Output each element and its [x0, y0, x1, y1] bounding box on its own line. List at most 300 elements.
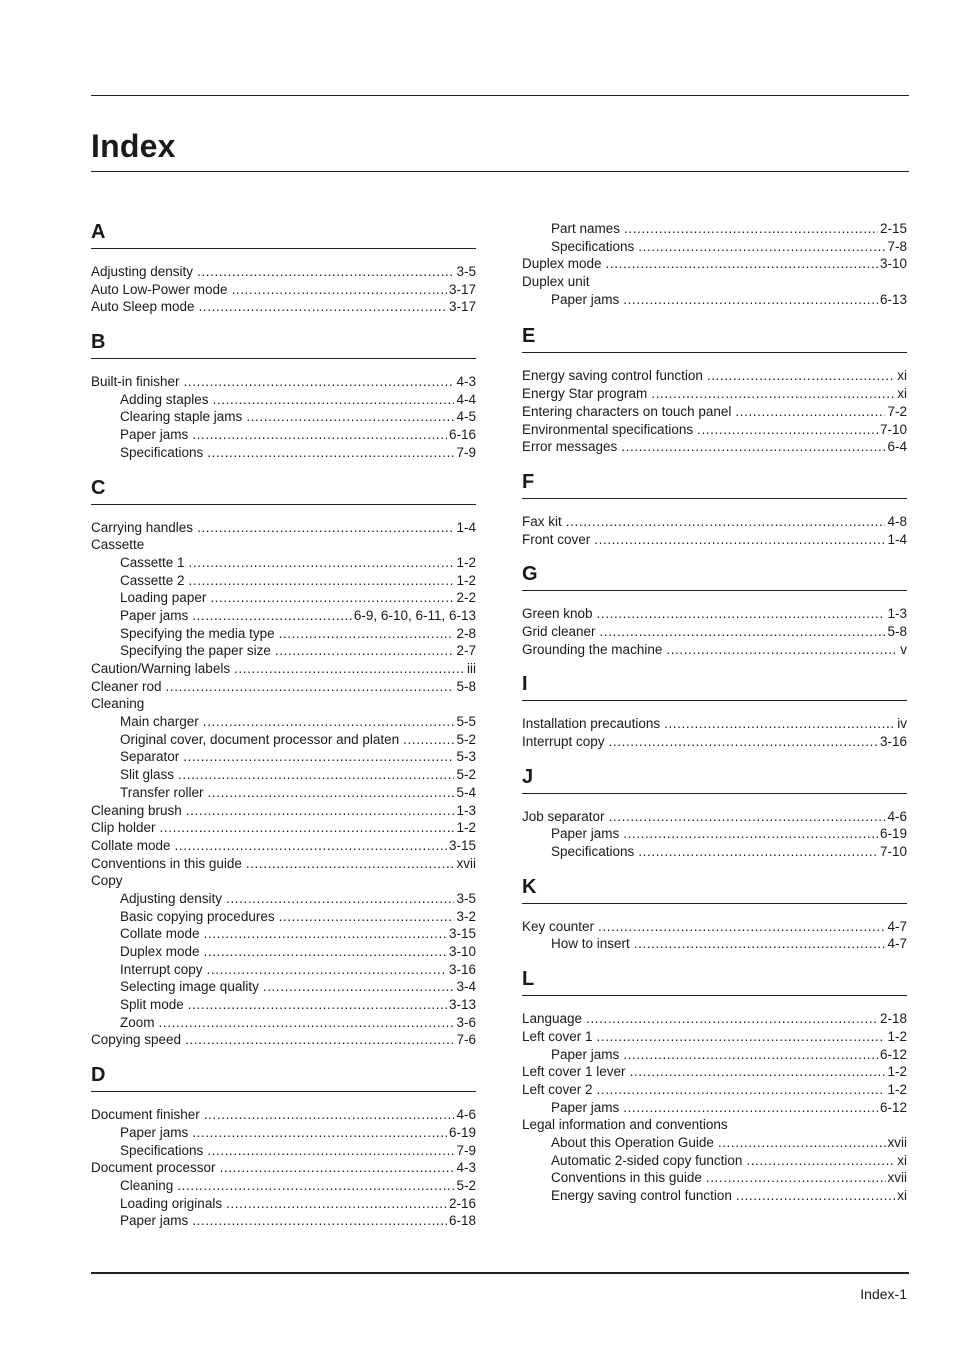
entry-term: Environmental specifications — [522, 421, 694, 437]
entry-page: 5-5 — [456, 714, 476, 730]
dot-leader — [192, 426, 447, 444]
index-subentry — [91, 625, 476, 643]
entry-term: Automatic 2-sided copy function — [551, 1152, 743, 1168]
index-subentry — [91, 554, 476, 572]
index-subentry — [91, 444, 476, 462]
dot-leader — [279, 625, 455, 643]
dot-leader — [609, 808, 886, 826]
index-subentry — [522, 238, 907, 256]
entry-page: 3-10 — [448, 944, 476, 959]
dot-leader — [586, 1010, 878, 1028]
entry-page: 2-16 — [448, 1195, 476, 1211]
entry-page: 1-2 — [887, 1028, 907, 1044]
dot-leader — [226, 890, 454, 908]
entry-list — [91, 505, 476, 1050]
index-entry — [522, 273, 907, 291]
entry-page: 4-6 — [456, 1107, 476, 1123]
entry-term: Loading paper — [120, 590, 207, 606]
entry-term: Legal information and conventions — [522, 1117, 728, 1133]
index-entry — [91, 281, 476, 299]
dot-leader — [651, 385, 895, 403]
entry-term: Interrupt copy — [522, 734, 605, 749]
dot-leader — [159, 1014, 455, 1032]
entry-page: 4-4 — [456, 391, 476, 407]
index-entry — [91, 536, 476, 554]
dot-leader — [566, 513, 886, 531]
index-entry — [91, 263, 476, 281]
entry-page: 4-6 — [887, 808, 907, 824]
entry-term: Separator — [120, 749, 180, 765]
index-subentry — [91, 908, 476, 926]
entry-term: Auto Low-Power mode — [91, 281, 228, 297]
entry-list — [91, 359, 476, 461]
entry-term: Zoom — [120, 1014, 155, 1030]
entry-term: Specifications — [551, 238, 635, 254]
footer-rule — [91, 1272, 909, 1274]
dot-leader — [706, 1169, 886, 1187]
dot-leader — [199, 298, 447, 316]
index-subentry — [91, 408, 476, 426]
index-section — [522, 670, 907, 750]
index-entry — [91, 837, 476, 855]
index-subentry — [91, 748, 476, 766]
entry-term: Selecting image quality — [120, 979, 259, 995]
dot-leader — [210, 589, 454, 607]
index-entry — [522, 808, 907, 826]
entry-term: Paper jams — [551, 826, 620, 842]
entry-page: 3-17 — [448, 281, 476, 297]
index-section — [522, 763, 907, 861]
index-subentry — [91, 961, 476, 979]
dot-leader — [403, 731, 454, 749]
entry-page: 3-5 — [456, 890, 476, 906]
dot-leader — [207, 1142, 454, 1160]
dot-leader — [707, 367, 895, 385]
entry-page: 4-7 — [887, 936, 907, 952]
entry-page: 7-9 — [456, 444, 476, 460]
entry-page: 3-5 — [456, 264, 476, 279]
entry-page: 3-6 — [456, 1014, 476, 1030]
index-subentry — [91, 978, 476, 996]
entry-term: Entering characters on touch panel — [522, 403, 732, 419]
entry-page: 4-3 — [456, 1160, 476, 1176]
dot-leader — [177, 1177, 454, 1195]
index-entry — [522, 715, 907, 733]
index-entry — [91, 298, 476, 316]
index-subentry — [522, 825, 907, 843]
entry-term: Green knob — [522, 606, 593, 622]
entry-term: Energy saving control function — [522, 368, 703, 384]
entry-term: Carrying handles — [91, 519, 194, 535]
dot-leader — [204, 925, 447, 943]
entry-list — [522, 499, 907, 548]
entry-term: Energy Star program — [522, 386, 648, 402]
index-subentry — [91, 766, 476, 784]
dot-leader — [600, 623, 886, 641]
dot-leader — [638, 238, 885, 256]
index-subentry — [522, 935, 907, 953]
dot-leader — [594, 531, 885, 549]
dot-leader — [623, 825, 878, 843]
entry-page: 7-2 — [887, 403, 907, 419]
entry-term: Cassette — [91, 537, 145, 553]
dot-leader — [736, 1187, 895, 1205]
entry-page: 5-8 — [887, 623, 907, 639]
section-letter: D — [91, 1061, 476, 1092]
entry-page: 1-2 — [456, 572, 476, 588]
index-entry — [522, 918, 907, 936]
entry-term: Document processor — [91, 1160, 216, 1176]
entry-page: xi — [897, 1188, 907, 1203]
index-entry — [522, 385, 907, 403]
entry-term: Conventions in this guide — [91, 855, 242, 871]
index-subentry — [522, 1099, 907, 1117]
index-subentry — [522, 1169, 907, 1187]
entry-term: Cassette 1 — [120, 554, 185, 570]
entry-page: 3-15 — [448, 837, 476, 853]
section-letter: A — [91, 218, 476, 249]
dot-leader — [189, 572, 455, 590]
index-entry — [522, 513, 907, 531]
index-section — [91, 1061, 476, 1230]
entry-page: 6-18 — [448, 1213, 476, 1229]
dot-leader — [621, 438, 885, 456]
entry-page: 3-10 — [879, 256, 907, 272]
entry-page: 6-12 — [879, 1099, 907, 1115]
index-entry — [522, 421, 907, 439]
section-letter: B — [91, 328, 476, 359]
entry-term: Job separator — [522, 808, 605, 824]
index-subentry — [91, 996, 476, 1014]
entry-term: Copy — [91, 873, 123, 889]
index-entry — [522, 1063, 907, 1081]
entry-term: Part names — [551, 221, 621, 236]
section-letter: F — [522, 468, 907, 499]
top-rule — [91, 95, 909, 96]
dot-leader — [638, 843, 878, 861]
entry-page: 3-4 — [456, 979, 476, 995]
index-entry — [522, 255, 907, 273]
entry-term: Paper jams — [551, 1099, 620, 1115]
dot-leader — [160, 819, 455, 837]
entry-term: Grounding the machine — [522, 641, 663, 657]
index-entry — [91, 802, 476, 820]
dot-leader — [232, 281, 447, 299]
entry-list — [522, 904, 907, 953]
entry-term: Key counter — [522, 918, 595, 934]
entry-page: iii — [467, 661, 476, 676]
entry-page: 2-15 — [879, 221, 907, 236]
entry-page: 6-16 — [448, 427, 476, 443]
dot-leader — [275, 642, 455, 660]
index-subentry — [91, 890, 476, 908]
entry-term: Collate mode — [120, 926, 200, 942]
entry-page: 5-2 — [456, 1177, 476, 1193]
index-subentry — [91, 1124, 476, 1142]
dot-leader — [192, 1212, 447, 1230]
index-subentry — [91, 713, 476, 731]
dot-leader — [192, 1124, 447, 1142]
entry-term: Caution/Warning labels — [91, 661, 231, 676]
dot-leader — [597, 1081, 886, 1099]
index-subentry — [522, 843, 907, 861]
dot-leader — [623, 1046, 878, 1064]
index-section — [91, 218, 476, 316]
entry-page: 1-3 — [456, 802, 476, 818]
entry-list — [522, 701, 907, 750]
entry-page: 1-2 — [456, 820, 476, 836]
entry-term: Left cover 2 — [522, 1081, 593, 1097]
index-entry — [522, 1081, 907, 1099]
entry-page: xvii — [456, 855, 476, 871]
entry-term: Specifying the media type — [120, 625, 275, 641]
index-subentry — [522, 1134, 907, 1152]
index-entry — [91, 1031, 476, 1049]
entry-term: About this Operation Guide — [551, 1134, 714, 1150]
entry-page: 4-8 — [887, 513, 907, 529]
entry-term: Paper jams — [551, 291, 620, 307]
dot-leader — [718, 1134, 886, 1152]
index-subentry — [91, 572, 476, 590]
index-entry — [91, 872, 476, 890]
index-entry — [91, 819, 476, 837]
entry-term: Grid cleaner — [522, 623, 596, 639]
entry-term: Cleaner rod — [91, 678, 162, 694]
section-letter: E — [522, 322, 907, 353]
index-subentry — [91, 391, 476, 409]
entry-term: Clip holder — [91, 820, 156, 836]
entry-term: Slit glass — [120, 767, 175, 783]
dot-leader — [166, 678, 455, 696]
index-entry — [91, 660, 476, 678]
entry-term: Basic copying procedures — [120, 908, 275, 924]
entry-page: 1-4 — [456, 519, 476, 535]
entry-term: Paper jams — [120, 1124, 189, 1140]
entry-term: Front cover — [522, 531, 591, 547]
entry-term: Specifications — [551, 844, 635, 860]
dot-leader — [666, 641, 898, 659]
entry-page: 7-8 — [887, 238, 907, 254]
entry-list — [91, 249, 476, 316]
entry-page: 3-15 — [448, 926, 476, 942]
entry-term: Paper jams — [120, 607, 189, 623]
index-entry — [522, 403, 907, 421]
entry-page: 6-13 — [879, 291, 907, 307]
dot-leader — [203, 713, 455, 731]
entry-term: Duplex mode — [120, 944, 200, 959]
title-rule — [91, 171, 909, 172]
index-entry — [91, 695, 476, 713]
entry-page: 1-4 — [887, 531, 907, 547]
dot-leader — [246, 408, 454, 426]
entry-page: 3-16 — [879, 734, 907, 749]
index-entry — [91, 373, 476, 391]
dot-leader — [624, 220, 878, 238]
index-entry — [522, 733, 907, 751]
dot-leader — [207, 444, 454, 462]
entry-page: 3-16 — [448, 961, 476, 977]
dot-leader — [597, 605, 886, 623]
entry-term: Conventions in this guide — [551, 1170, 702, 1186]
entry-page: 2-7 — [456, 643, 476, 659]
entry-term: Cleaning — [91, 696, 145, 712]
entry-page: 7-10 — [879, 421, 907, 437]
entry-term: Duplex mode — [522, 256, 602, 272]
index-subentry — [91, 642, 476, 660]
entry-page: 5-2 — [456, 731, 476, 747]
index-entry — [91, 1106, 476, 1124]
index-entry — [522, 623, 907, 641]
entry-term: Specifications — [120, 444, 204, 460]
index-subentry — [91, 1195, 476, 1213]
index-entry — [91, 1159, 476, 1177]
entry-term: Cassette 2 — [120, 572, 185, 588]
entry-list — [522, 220, 907, 308]
entry-term: Loading originals — [120, 1195, 223, 1211]
entry-term: Paper jams — [551, 1046, 620, 1062]
entry-page: 7-10 — [879, 844, 907, 860]
entry-term: Main charger — [120, 714, 199, 730]
dot-leader — [197, 263, 454, 281]
dot-leader — [184, 373, 455, 391]
entry-page: xvii — [887, 1170, 907, 1186]
continued-entries — [522, 220, 907, 308]
entry-page: 6-12 — [879, 1046, 907, 1062]
index-right-column — [522, 220, 907, 1217]
index-subentry — [91, 607, 476, 625]
section-letter: K — [522, 873, 907, 904]
dot-leader — [279, 908, 455, 926]
index-section — [522, 322, 907, 455]
entry-term: Language — [522, 1011, 583, 1027]
entry-term: Paper jams — [120, 427, 189, 443]
section-letter: L — [522, 965, 907, 996]
entry-page: xi — [897, 368, 907, 384]
dot-leader — [597, 1028, 886, 1046]
entry-page: 5-2 — [456, 767, 476, 783]
entry-term: Interrupt copy — [120, 961, 203, 977]
entry-list — [522, 996, 907, 1205]
entry-term: Auto Sleep mode — [91, 299, 195, 315]
index-entry — [522, 438, 907, 456]
entry-term: Specifications — [120, 1142, 204, 1158]
index-subentry — [522, 220, 907, 238]
index-section — [522, 468, 907, 548]
entry-term: Adding staples — [120, 391, 209, 407]
dot-leader — [664, 715, 895, 733]
entry-page: 5-8 — [456, 678, 476, 694]
entry-term: Paper jams — [120, 1213, 189, 1229]
dot-leader — [598, 918, 885, 936]
dot-leader — [213, 391, 455, 409]
entry-page: 1-2 — [887, 1064, 907, 1080]
entry-term: Adjusting density — [120, 890, 223, 906]
index-subentry — [91, 784, 476, 802]
index-entry — [522, 367, 907, 385]
index-entry — [522, 1028, 907, 1046]
entry-term: Specifying the paper size — [120, 643, 271, 659]
index-subentry — [91, 943, 476, 961]
dot-leader — [623, 291, 878, 309]
section-letter: J — [522, 763, 907, 794]
entry-term: Built-in finisher — [91, 374, 180, 390]
dot-leader — [186, 802, 455, 820]
entry-term: Cleaning — [120, 1177, 174, 1193]
index-subentry — [91, 1014, 476, 1032]
section-letter: G — [522, 560, 907, 591]
dot-leader — [204, 943, 447, 961]
index-subentry — [522, 1046, 907, 1064]
entry-page: 2-18 — [879, 1011, 907, 1027]
entry-page: 3-17 — [448, 299, 476, 315]
entry-page: 5-4 — [456, 784, 476, 800]
entry-term: Fax kit — [522, 513, 562, 529]
entry-page: 5-3 — [456, 749, 476, 765]
index-subentry — [522, 291, 907, 309]
entry-page: 2-8 — [456, 625, 476, 641]
entry-page: 6-4 — [887, 439, 907, 455]
dot-leader — [735, 403, 885, 421]
entry-term: Left cover 1 — [522, 1028, 593, 1044]
section-letter: I — [522, 670, 907, 701]
dot-leader — [226, 1195, 447, 1213]
entry-term: Copying speed — [91, 1032, 182, 1048]
entry-term: Error messages — [522, 439, 618, 455]
index-entry — [522, 531, 907, 549]
dot-leader — [697, 421, 878, 439]
index-subentry — [522, 1187, 907, 1205]
entry-term: Document finisher — [91, 1107, 200, 1123]
entry-term: Split mode — [120, 997, 184, 1013]
dot-leader — [183, 748, 454, 766]
entry-page: v — [900, 641, 907, 657]
index-entry — [91, 678, 476, 696]
entry-term: Energy saving control function — [551, 1188, 732, 1203]
index-entry — [522, 605, 907, 623]
dot-leader — [185, 1031, 454, 1049]
entry-term: Collate mode — [91, 837, 171, 853]
entry-term: How to insert — [551, 936, 630, 952]
dot-leader — [623, 1099, 878, 1117]
dot-leader — [634, 935, 886, 953]
dot-leader — [234, 660, 465, 678]
entry-page: 7-6 — [456, 1032, 476, 1048]
index-left-column — [91, 218, 476, 1242]
index-subentry — [91, 589, 476, 607]
dot-leader — [246, 855, 455, 873]
entry-page: 4-5 — [456, 409, 476, 425]
index-subentry — [91, 426, 476, 444]
index-entry — [91, 519, 476, 537]
index-entry — [522, 1010, 907, 1028]
page-number: Index-1 — [860, 1286, 907, 1302]
entry-term: Cleaning brush — [91, 802, 182, 818]
index-subentry — [91, 925, 476, 943]
dot-leader — [208, 784, 455, 802]
entry-page: 1-3 — [887, 606, 907, 622]
dot-leader — [606, 255, 878, 273]
index-subentry — [91, 731, 476, 749]
entry-page: xi — [897, 386, 907, 402]
entry-list — [522, 353, 907, 455]
dot-leader — [197, 519, 454, 537]
index-section — [522, 965, 907, 1205]
section-letter: C — [91, 474, 476, 505]
index-entry — [522, 641, 907, 659]
entry-page: 1-2 — [887, 1081, 907, 1097]
entry-term: Transfer roller — [120, 784, 204, 800]
entry-list — [91, 1092, 476, 1230]
